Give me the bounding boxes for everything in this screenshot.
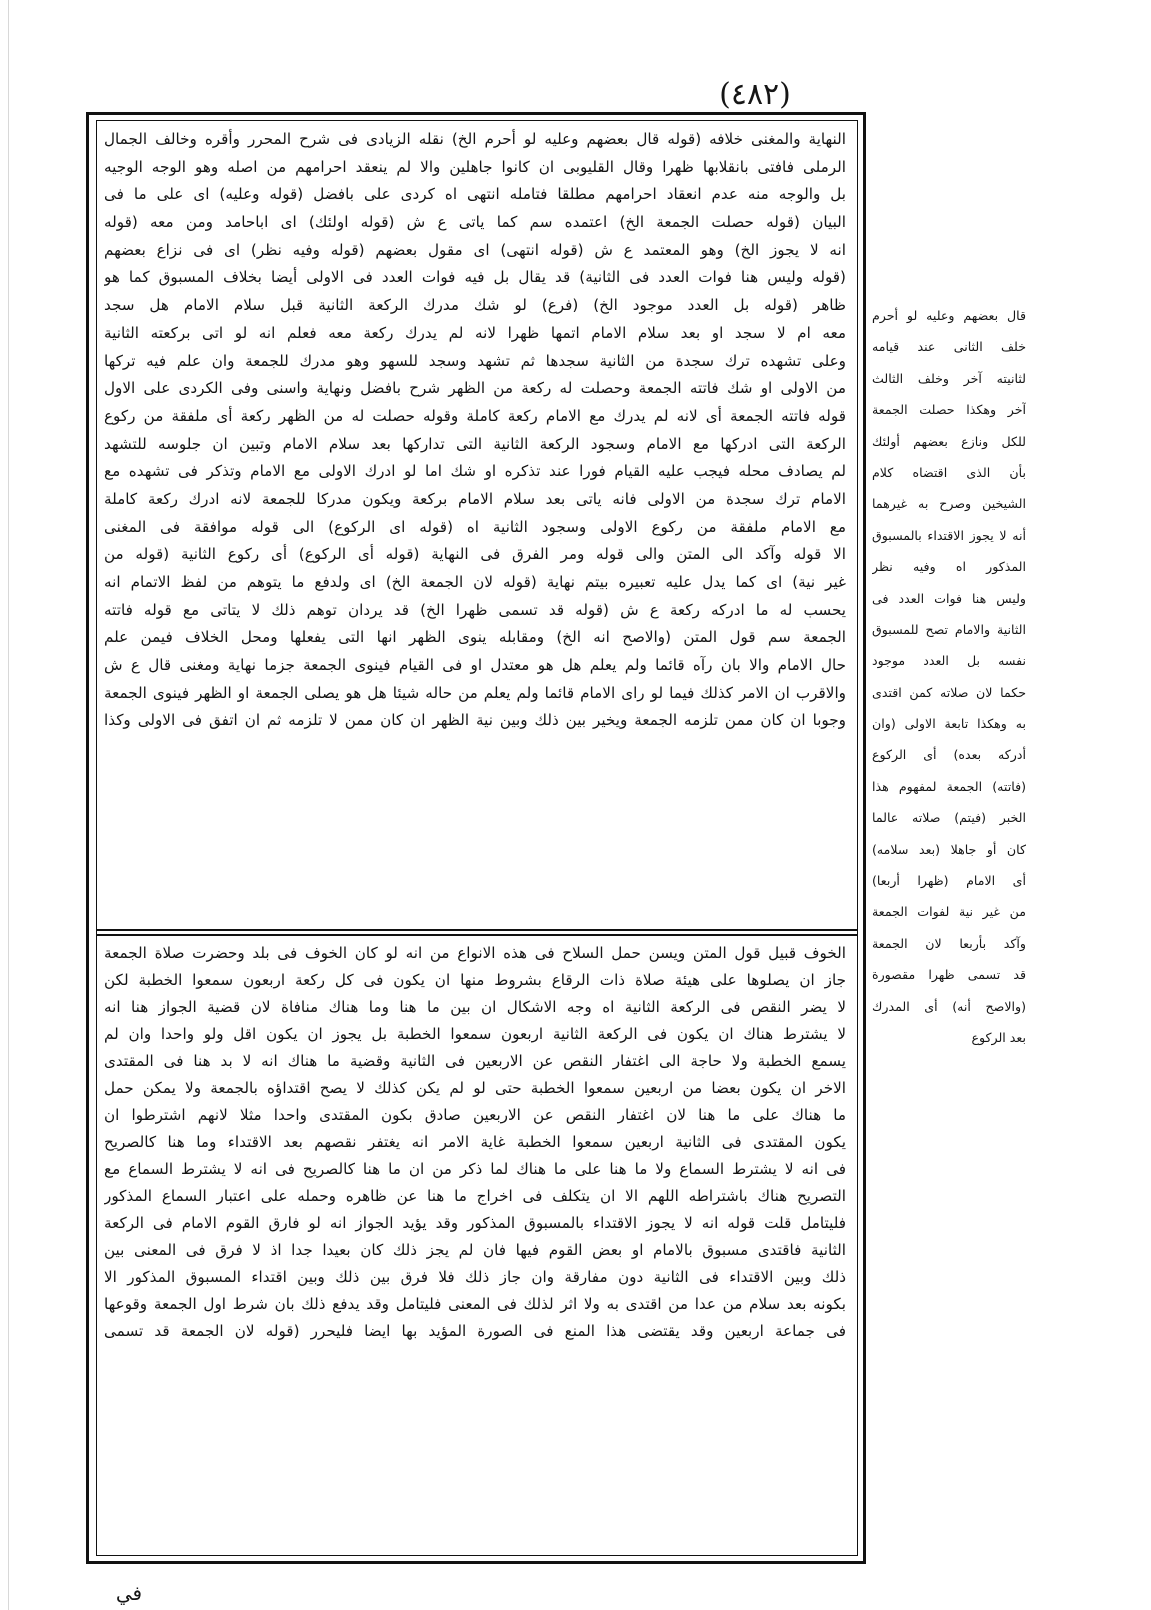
bottom-line: الثانية فاقتدى مسبوق بالامام او بعض القوم فيها فان لم يجز ذلك كان بعيدا جدا اذ لا فرق فى المعنى بين xyxy=(104,1241,846,1259)
main-line: بل والوجه منه عدم انعقاد احرامهم مطلقا فتامله انتهى اه كردى على بافضل (قوله وعليه) اى على ما فى xyxy=(104,185,846,204)
page-edge-line xyxy=(8,0,9,1610)
lower-commentary xyxy=(104,940,846,1552)
bottom-line: ما هناك على ما هنا لان اغتفار النقص عن الاربعين صادق بكون المقتدى واحدا مثلا لانهم اشترطوا ان xyxy=(104,1106,846,1124)
main-line: انه لا يجوز الخ) وهو المعتمد ع ش (قوله انتهى) اى مقول بعضهم (قوله وفيه نظر) اى فى نزاع بعضهم xyxy=(104,240,846,259)
bottom-line: جاز ان يصلوها على هيئة صلاة ذات الرقاع بشروط منها ان يكون فى كل ركعة اربعون سمعوا الخطبة لكن xyxy=(104,971,846,989)
margin-text xyxy=(872,300,1026,1220)
section-divider xyxy=(96,929,858,931)
main-line: ظاهر (قوله بل العدد موجود الخ) (فرع) لو شك مدرك الركعة الثانية قبل سلام الامام هل سجد xyxy=(104,296,846,315)
bottom-line: فى جماعة اربعين وقد يقتضى هذا المنع فى الصورة المؤيد بها ايضا فليحرر (قوله لان الجمعة قد تسمى xyxy=(104,1322,846,1340)
bottom-line: يكون المقتدى فى الثانية اربعين سمعوا الخطبة غاية الامر انه يغتفر نقصهم بعد الاقتداء وما هنا كالصريح xyxy=(104,1133,846,1151)
catchword: في xyxy=(115,1581,143,1605)
main-line: من الاولى او شك فاتته الجمعة وحصلت له ركعة من الظهر شرح بافضل ونهاية واسنى وفى الكردى على الاول xyxy=(104,379,846,398)
main-line: حال الامام والا بان رآه قائما ولم يعلم هل هو معتدل او فى القيام فينوى الجمعة جزما نهاية ومغنى قال ع ش xyxy=(104,656,846,675)
main-line: لم يصادف محله فيجب عليه القيام فورا عند تذكره او شك اما لو ادرك الاولى مع الامام وتذكر فى تشهده مع xyxy=(104,462,846,481)
side-line: خلف الثانى عند قيامه xyxy=(872,339,1026,355)
bottom-line: الخوف قبيل قول المتن ويسن حمل السلاح فى هذه الانواع من انه لو كان الخوف فى بلد وحضرت صلاة الجمعة xyxy=(104,944,846,962)
bottom-line: الاخر ان يكون بعضا من اربعين سمعوا الخطبة حتى لو لم يكن كذلك لا يصح اقتداؤه بالجمعة ولا يمكن حمل xyxy=(104,1079,846,1097)
main-line: البيان (قوله حصلت الجمعة الخ) اعتمده سم كما ياتى ع ش (قوله اولئك) اى اباحامد ومن معه (قوله xyxy=(104,213,846,232)
main-line: الرملى فافتى بانقلابها ظهرا وقال القليوبى ان كانوا جاهلين والا لم ينعقد احرامهم من اصله وهو الوجه الوجيه xyxy=(104,157,846,176)
page-number: (٤٨٢) xyxy=(719,77,791,112)
bottom-line: التصريح هناك باشتراطه اللهم الا ان يتكلف فى اخراج ما هنا عن ظاهره وحمله على اعتبار السماع المذكور xyxy=(104,1187,846,1205)
side-line: به وهكذا تابعة الاولى (وان xyxy=(872,716,1026,732)
side-line: أدركه بعده) أى الركوع xyxy=(872,747,1026,763)
bottom-line: لا يضر النقص فى الركعة الثانية اه وجه الاشكال ان بين ما هنا وما هناك منافاة لان قضية الجواز هنا انه xyxy=(104,998,846,1016)
main-line: الركعة التى ادركها مع الامام وسجود الركعة الثانية التى تداركها بعد سلام الامام وتبين ان جلوسه للتشهد xyxy=(104,434,846,453)
bottom-line: فليتامل قلت قوله انه لا يجوز الاقتداء بالمسبوق المذكور وقد يؤيد الجواز انه لو فارق القوم الامام فى الركعة xyxy=(104,1214,846,1232)
side-line: أنه لا يجوز الاقتداء بالمسبوق xyxy=(872,527,1026,543)
main-line: غير نية) اى كما يدل عليه تعبيره بيتم نهاية (قوله لان الجمعة الخ) اى ولدفع ما يتوهم من لفظ الاتمام انه xyxy=(104,573,846,591)
side-line: المذكور اه وفيه نظر xyxy=(872,559,1026,575)
main-line: يحسب له ما ادركه ركعة ع ش (قوله قد تسمى ظهرا الخ) قد يردان توهم ذلك لا يتاتى مع قوله فاتته xyxy=(104,600,846,619)
side-line: من غير نية لفوات الجمعة xyxy=(872,904,1026,920)
side-line: الشيخين وصرح به غيرهما xyxy=(872,496,1026,512)
main-line: النهاية والمغنى خلافه (قوله قال بعضهم وعليه لو أحرم الخ) نقله الزيادى فى شرح المحرر وأقره وخالف الجمال xyxy=(104,130,846,148)
main-line: الا قوله وآكد الى المتن والى قوله ومر الفرق فى النهاية (قوله أى الركوع) أى ركوع الثانية (قوله من xyxy=(104,545,846,564)
main-commentary xyxy=(104,126,846,926)
side-line: (فاتته) الجمعة لمفهوم هذا xyxy=(872,778,1026,794)
side-line: بأن الذى اقتضاه كلام xyxy=(872,464,1026,480)
side-line: نفسه بل العدد موجود xyxy=(872,653,1026,669)
main-line: (قوله وليس هنا فوات العدد فى الثانية) قد يقال بل فيه فوات العدد فى الاولى أيضا بخلاف المسبوق كما هو xyxy=(104,268,846,287)
side-line: قال بعضهم وعليه لو أحرم xyxy=(872,308,1026,323)
bottom-line: لا يشترط هناك ان يكون فى الركعة الثانية اربعون سمعوا الخطبة بل يجوز ان يكون اقل ولو واحدا وان لم xyxy=(104,1025,846,1043)
bottom-line: يسمع الخطبة ولا حاجة الى اغتفار النقص عن الاربعين فى الثانية وقضية ما هناك انه لا بد هنا فى المقتدى xyxy=(104,1052,846,1070)
section-divider-inner xyxy=(96,934,858,936)
side-line: حكما لان صلاته كمن اقتدى xyxy=(872,684,1026,700)
side-line: آخر وهكذا حصلت الجمعة xyxy=(872,402,1026,418)
main-line: معه ام لا سجد او بعد سلام الامام اتمها ظهرا لانه لم يدرك ركعة معه فعلم انه لو اتى بركعته الثانية xyxy=(104,323,846,342)
side-line: للكل ونازع بعضهم أولئك xyxy=(872,433,1026,449)
main-line: وجوبا ان كان ممن تلزمه الجمعة ويخير بين ذلك وبين نية الظهر ان كان ممن لا تلزمه ثم ان اتفق فى الاولى وكذا xyxy=(104,711,846,730)
side-line: وآكد بأربعا لان الجمعة xyxy=(872,935,1026,951)
side-line: الثانية والامام تصح للمسبوق xyxy=(872,621,1026,637)
main-line: قوله فاتته الجمعة أى لانه لم يدرك مع الامام ركعة كاملة وقوله حصلت له من الظهر ركعة أى ملفقة من ركوع xyxy=(104,406,846,425)
bottom-line: فى انه لا يشترط السماع ولا ما هنا على ما هناك لما ذكر من ان ما هنا كالصريح فى انه لا يشترط السماع مع xyxy=(104,1160,846,1178)
bottom-line: ذلك وبين الاقتداء فى الثانية دون مفارقة وان جاز ذلك فلا فرق بين ذلك وبين اقتداء المسبوق المذكور الا xyxy=(104,1268,846,1286)
main-line: الجمعة سم قول المتن (والاصح انه الخ) ومقابله ينوى الظهر انها التى يفعلها ومحل الخلاف فيمن علم xyxy=(104,628,846,647)
side-line: (والاصح أنه) أى المدرك xyxy=(872,998,1026,1014)
bottom-line: بكونه بعد سلام من عدا من اقتدى به ولا اثر لذلك فى المعنى فليتامل وقد يدفع ذلك بان شرط اول الجمعة وقوعها xyxy=(104,1295,846,1313)
side-line: قد تسمى ظهرا مقصورة xyxy=(872,967,1026,983)
main-line: مع الامام ملفقة من ركوع الاولى وسجود الثانية اه (قوله اى الركوع) الى قوله موافقة فى المغنى xyxy=(104,517,846,536)
side-line: الخبر (فيتم) صلاته عالما xyxy=(872,810,1026,826)
side-line: بعد الركوع xyxy=(971,1029,1026,1045)
side-line: أى الامام (ظهرا أربعا) xyxy=(872,873,1026,889)
main-line: الامام ترك سجدة من الاولى فانه ياتى بعد سلام الامام بركعة ويكون مدركا للجمعة لانه ادرك ركعة كاملة xyxy=(104,489,846,508)
main-line: والاقرب ان الامر كذلك فيما لو راى الامام قائما ولم يعلم من حاله شيئا هل هو يصلى الجمعة او الظهر فينوى الجمعة xyxy=(104,683,846,702)
main-line: وعلى تشهده ترك سجدة من الثانية سجدها ثم تشهد وسجد للسهو وهو مدرك للجمعة وان علم فيه تركها xyxy=(104,351,846,370)
side-line: وليس هنا فوات العدد فى xyxy=(872,590,1026,606)
side-line: لثانيته آخر وخلف الثالث xyxy=(872,370,1026,386)
side-line: كان أو جاهلا (بعد سلامه) xyxy=(872,841,1026,857)
